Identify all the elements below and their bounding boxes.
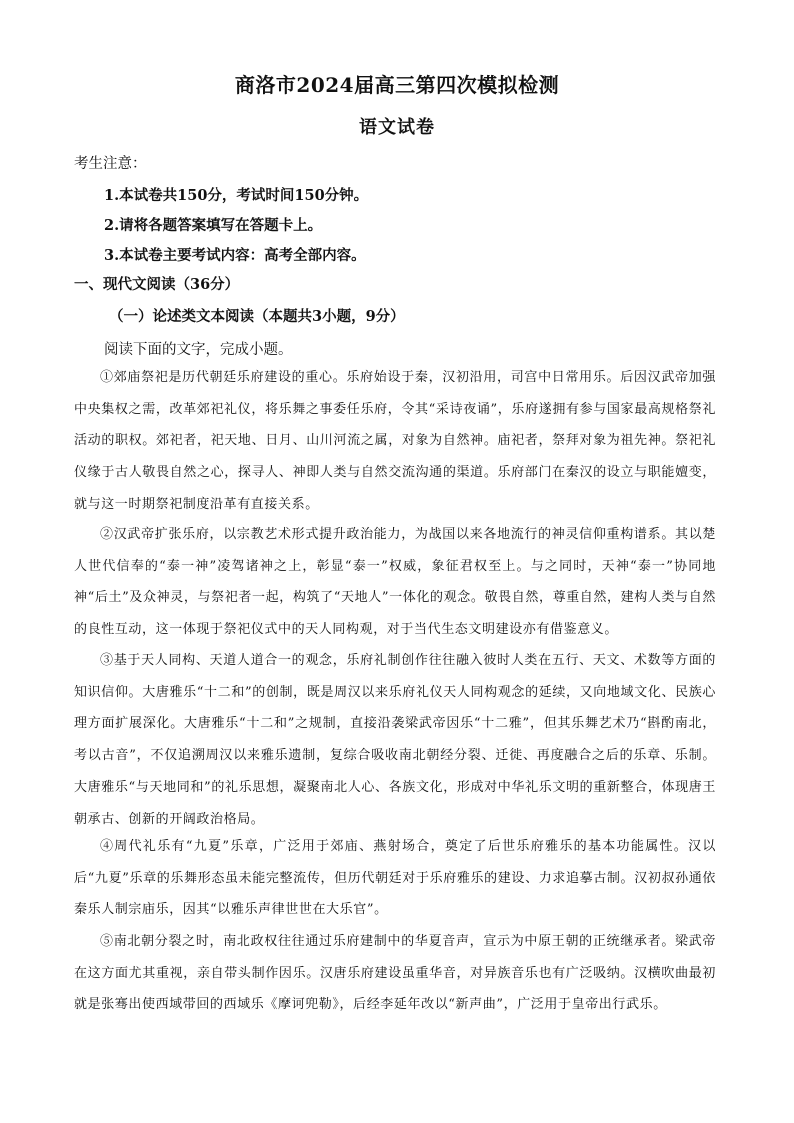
page-title: 商洛市2024届高三第四次模拟检测 bbox=[234, 73, 560, 97]
reading-instruction: 阅读下面的文字，完成小题。 bbox=[104, 342, 293, 358]
section-heading: 一、现代文阅读（36分） bbox=[74, 276, 240, 293]
notice-item: 1.本试卷共150分，考试时间150分钟。 bbox=[104, 187, 369, 204]
page-subtitle: 语文试卷 bbox=[359, 117, 435, 138]
notice-item: 2.请将各题答案填写在答题卡上。 bbox=[104, 217, 323, 234]
passage-paragraph: ②汉武帝扩张乐府，以宗教艺术形式提升政治能力，为战国以来各地流行的神灵信仰重构谱系。其以楚人世代信奉的“泰一神”凌驾诸神之上，彰显“泰一”权威，象征君权至上。与之同时，天神“泰一”协同地神“后土”及众神灵，与祭祀者一起，构筑了“天地人”一体化的观念。敬畏自然，尊重自然，建构人类与自然的良性互动，这一体现于祭祀仪式中的天人同构观，对于当代生态文明建设亦有借鉴意义。 bbox=[74, 527, 716, 638]
passage-paragraph: ⑤南北朝分裂之时，南北政权往往通过乐府建制中的华夏音声，宣示为中原王朝的正统继承者。梁武帝在这方面尤其重视，亲自带头制作因乐。汉唐乐府建设虽重华音，对异族音乐也有广泛吸纳。汉横吹曲最初就是张骞出使西域带回的西域乐《摩诃兜勒》，后经李延年改以“新声曲”，广泛用于皇帝出行武乐。 bbox=[74, 934, 716, 1013]
passage-paragraph: ③基于天人同构、天道人道合一的观念，乐府礼制创作往往融入彼时人类在五行、天文、术数等方面的知识信仰。大唐雅乐“十二和”的创制，既是周汉以来乐府礼仪天人同构观念的延续，又向地域文化、民族心理方面扩展深化。大唐雅乐“十二和”之规制，直接沿袭梁武帝因乐“十二雅”，但其乐舞艺术乃“斟酌南北，考以古音”，不仅追溯周汉以来雅乐遗制，复综合吸收南北朝经分裂、迁徙、再度融合之后的乐章、乐制。大唐雅乐“与天地同和”的礼乐思想，凝聚南北人心、各族文化，形成对中华礼乐文明的重新整合，体现唐王朝承古、创新的开阔政治格局。 bbox=[74, 653, 716, 827]
notice-label: 考生注意： bbox=[74, 156, 147, 172]
sub-section-heading: （一）论述类文本阅读（本题共3小题，9分） bbox=[109, 308, 405, 325]
notice-item: 3.本试卷主要考试内容：高考全部内容。 bbox=[104, 247, 366, 264]
passage-paragraph: ①郊庙祭祀是历代朝廷乐府建设的重心。乐府始设于秦，汉初沿用，司宫中日常用乐。后因汉武帝加强中央集权之需，改革郊祀礼仪，将乐舞之事委任乐府，令其“采诗夜诵”，乐府遂拥有参与国家最高规格祭礼活动的职权。郊祀者，祀天地、日月、山川河流之属，对象为自然神。庙祀者，祭拜对象为祖先神。祭祀礼仪缘于古人敬畏自然之心，探寻人、神即人类与自然交流沟通的渠道。乐府部门在秦汉的设立与职能嬗变，就与这一时期祭祀制度沿革有直接关系。 bbox=[74, 370, 716, 512]
passage-paragraph: ④周代礼乐有“九夏”乐章，广泛用于郊庙、燕射场合，奠定了后世乐府雅乐的基本功能属性。汉以后“九夏”乐章的乐舞形态虽未能完整流传，但历代朝廷对于乐府雅乐的建设、力求追摹古制。汉初叔孙通依秦乐人制宗庙乐，因其“以雅乐声律世世在大乐官”。 bbox=[74, 839, 716, 918]
